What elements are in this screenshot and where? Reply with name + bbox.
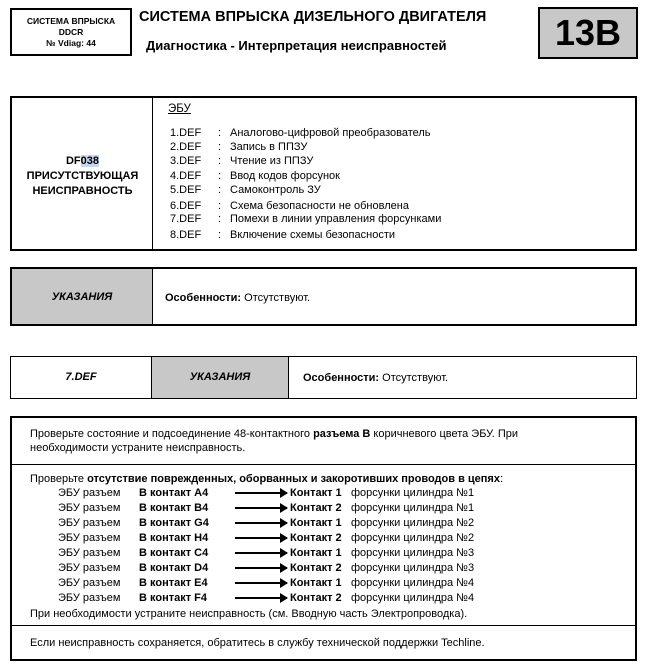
fault-status-line-2: НЕИСПРАВНОСТЬ bbox=[32, 185, 133, 197]
wiring-desc: форсунки цилиндра №1 bbox=[351, 502, 475, 514]
def7-box bbox=[10, 356, 637, 399]
wiring-target: Контакт 2 bbox=[290, 502, 342, 514]
notes-label: УКАЗАНИЯ bbox=[12, 269, 153, 324]
wiring-outro: При необходимости устраните неисправность (см. Вводную часть Электропроводка). bbox=[30, 608, 468, 620]
def-row: 4.DEF : Ввод кодов форсунок bbox=[170, 170, 340, 182]
wiring-intro bbox=[30, 472, 503, 486]
wiring-ecu: ЭБУ разъем bbox=[58, 502, 121, 514]
wiring-desc: форсунки цилиндра №1 bbox=[351, 487, 475, 499]
connector-check-text-c: коричневого цвета ЭБУ. При bbox=[373, 428, 518, 440]
wiring-ecu: ЭБУ разъем bbox=[58, 532, 121, 544]
def-text: Запись в ППЗУ bbox=[230, 141, 308, 153]
def-text: Аналогово-цифровой преобразователь bbox=[230, 127, 431, 139]
wiring-target: Контакт 1 bbox=[290, 577, 342, 589]
wiring-pin: В контакт G4 bbox=[139, 517, 209, 529]
def-text: Самоконтроль ЗУ bbox=[230, 184, 321, 196]
wiring-desc: форсунки цилиндра №4 bbox=[351, 577, 475, 589]
notes-features-value: Отсутствуют. bbox=[244, 292, 311, 304]
checks-box bbox=[10, 416, 637, 661]
def-row: 5.DEF : Самоконтроль ЗУ bbox=[170, 184, 321, 196]
wiring-intro-b: отсутствие поврежденных, оборванных и закоротивших проводов в цепях bbox=[87, 473, 500, 485]
wiring-target: Контакт 1 bbox=[290, 547, 342, 559]
wiring-row bbox=[12, 502, 635, 517]
wiring-ecu: ЭБУ разъем bbox=[58, 562, 121, 574]
def-code: 6.DEF bbox=[170, 200, 202, 212]
def7-features-value: Отсутствуют. bbox=[382, 372, 449, 384]
def-text: Ввод кодов форсунок bbox=[230, 170, 340, 182]
wiring-pin: В контакт А4 bbox=[139, 487, 209, 499]
wiring-target: Контакт 1 bbox=[290, 517, 342, 529]
def-code: 4.DEF bbox=[170, 170, 202, 182]
arrow-right-icon bbox=[235, 507, 287, 509]
def-row: 3.DEF : Чтение из ППЗУ bbox=[170, 155, 314, 167]
wiring-row bbox=[12, 487, 635, 502]
def-text: Помехи в линии управления форсунками bbox=[230, 213, 442, 225]
def-text: Чтение из ППЗУ bbox=[230, 155, 314, 167]
def-code: 2.DEF bbox=[170, 141, 202, 153]
system-line-3: № Vdiag: 44 bbox=[46, 38, 96, 48]
wiring-row bbox=[12, 577, 635, 592]
wiring-row bbox=[12, 532, 635, 547]
wiring-pin: В контакт H4 bbox=[139, 532, 209, 544]
system-line-2: DDCR bbox=[58, 27, 84, 37]
notes-box bbox=[10, 267, 637, 326]
fault-name bbox=[12, 154, 153, 199]
def7-notes-label: УКАЗАНИЯ bbox=[152, 357, 289, 398]
wiring-ecu: ЭБУ разъем bbox=[58, 592, 121, 604]
wiring-target: Контакт 1 bbox=[290, 487, 342, 499]
connector-check-text-a: Проверьте состояние и подсоединение 48-контактного bbox=[30, 428, 311, 440]
def-text: Схема безопасности не обновлена bbox=[230, 200, 409, 212]
page-title: СИСТЕМА ВПРЫСКА ДИЗЕЛЬНОГО ДВИГАТЕЛЯ bbox=[139, 9, 487, 25]
wiring-target: Контакт 2 bbox=[290, 592, 342, 604]
wiring-desc: форсунки цилиндра №4 bbox=[351, 592, 475, 604]
divider bbox=[12, 464, 635, 465]
def-code: 3.DEF bbox=[170, 155, 202, 167]
wiring-desc: форсунки цилиндра №3 bbox=[351, 547, 475, 559]
wiring-row bbox=[12, 517, 635, 532]
def-row: 1.DEF : Аналогово-цифровой преобразователь bbox=[170, 127, 431, 139]
def-code: 8.DEF bbox=[170, 229, 202, 241]
fault-code-number: 038 bbox=[80, 155, 100, 167]
fault-status-line-1: ПРИСУТСТВУЮЩАЯ bbox=[26, 170, 139, 182]
wiring-row bbox=[12, 547, 635, 562]
wiring-intro-c: : bbox=[499, 473, 504, 485]
def-code: 5.DEF bbox=[170, 184, 202, 196]
ecu-label: ЭБУ bbox=[168, 103, 191, 115]
page-subtitle: Диагностика - Интерпретация неисправностей bbox=[146, 38, 447, 53]
notes-text bbox=[165, 292, 310, 304]
def-code: 7.DEF bbox=[170, 213, 202, 225]
wiring-pin: В контакт Е4 bbox=[139, 577, 208, 589]
def-code: 1.DEF bbox=[170, 127, 202, 139]
wiring-row bbox=[12, 562, 635, 577]
arrow-right-icon bbox=[235, 582, 287, 584]
wiring-pin: В контакт В4 bbox=[139, 502, 209, 514]
system-line-1: СИСТЕМА ВПРЫСКА bbox=[26, 16, 116, 26]
wiring-ecu: ЭБУ разъем bbox=[58, 517, 121, 529]
divider bbox=[12, 625, 635, 626]
support-text: Если неисправность сохраняется, обратитесь в службу технической поддержки Techline. bbox=[30, 637, 485, 649]
def-row: 6.DEF : Схема безопасности не обновлена bbox=[170, 200, 409, 212]
def7-code: 7.DEF bbox=[11, 357, 152, 398]
wiring-ecu: ЭБУ разъем bbox=[58, 487, 121, 499]
def7-features-label: Особенности: bbox=[303, 372, 380, 384]
wiring-pin: В контакт С4 bbox=[139, 547, 209, 559]
def-row: 7.DEF : Помехи в линии управления форсунками bbox=[170, 213, 442, 225]
arrow-right-icon bbox=[235, 522, 287, 524]
wiring-desc: форсунки цилиндра №2 bbox=[351, 532, 475, 544]
wiring-target: Контакт 2 bbox=[290, 532, 342, 544]
connector-check-line-2: необходимости устраните неисправность. bbox=[30, 442, 246, 454]
connector-check-line-1 bbox=[30, 427, 518, 441]
wiring-pin: В контакт D4 bbox=[139, 562, 209, 574]
def-row: 8.DEF : Включение схемы безопасности bbox=[170, 229, 395, 241]
def-row: 2.DEF : Запись в ППЗУ bbox=[170, 141, 308, 153]
fault-code bbox=[12, 154, 153, 169]
wiring-row bbox=[12, 592, 635, 607]
wiring-pin: В контакт F4 bbox=[139, 592, 208, 604]
system-info-box bbox=[10, 8, 132, 56]
connector-name: разъема В bbox=[313, 428, 371, 440]
wiring-target: Контакт 2 bbox=[290, 562, 342, 574]
arrow-right-icon bbox=[235, 552, 287, 554]
wiring-desc: форсунки цилиндра №2 bbox=[351, 517, 475, 529]
arrow-right-icon bbox=[235, 597, 287, 599]
arrow-right-icon bbox=[235, 537, 287, 539]
def7-notes-text bbox=[303, 372, 448, 384]
fault-code-cell bbox=[12, 98, 153, 249]
fault-code-prefix: DF bbox=[65, 155, 81, 167]
wiring-desc: форсунки цилиндра №3 bbox=[351, 562, 475, 574]
notes-features-label: Особенности: bbox=[165, 292, 242, 304]
def-text: Включение схемы безопасности bbox=[230, 229, 395, 241]
section-code-badge: 13B bbox=[538, 7, 638, 59]
arrow-right-icon bbox=[235, 567, 287, 569]
arrow-right-icon bbox=[235, 492, 287, 494]
fault-box bbox=[10, 96, 637, 251]
wiring-ecu: ЭБУ разъем bbox=[58, 547, 121, 559]
wiring-intro-a: Проверьте bbox=[30, 473, 85, 485]
wiring-ecu: ЭБУ разъем bbox=[58, 577, 121, 589]
